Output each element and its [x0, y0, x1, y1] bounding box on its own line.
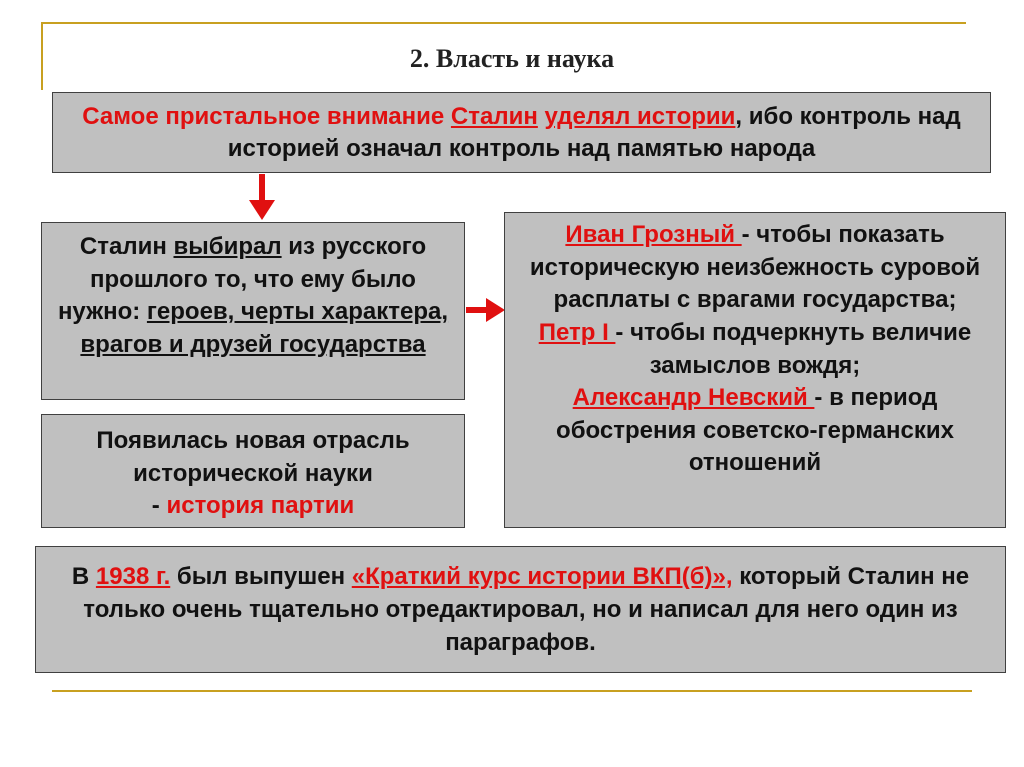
statement-space — [538, 103, 545, 130]
selection-part-3: из русского прошлого то, что ему было нужно: — [57, 233, 427, 326]
course-part-5: который Сталин не только очень тщательно отредактировал, но и написал для него один из параграфов. — [83, 563, 970, 656]
figure-alexander-text: - в период обострения советско-германских отношений — [556, 384, 954, 477]
top-gold-rule — [41, 22, 966, 24]
figure-petr: Петр I — [538, 318, 616, 346]
figure-alexander: Александр Невский — [572, 384, 815, 412]
figure-ivan-text: - чтобы показать историческую неизбежность суровой расплаты с врагами государства; — [529, 221, 981, 314]
course-part-3: был выпушен — [170, 563, 352, 590]
statement-box — [52, 92, 991, 173]
statement-rest: , ибо контроль над историей означал контроль над памятью народа — [227, 103, 961, 162]
statement-history: уделял истории — [544, 103, 736, 130]
arrow-right-icon — [466, 297, 506, 323]
course-year: 1938 г. — [95, 563, 171, 590]
bottom-gold-rule — [52, 690, 972, 692]
science-party-history: история партии — [166, 492, 355, 520]
course-box — [35, 546, 1006, 673]
selection-heroes: героев, черты характера, врагов и друзей государства — [80, 298, 449, 358]
new-science-box — [41, 414, 465, 528]
statement-part-1: Самое пристальное внимание — [82, 103, 451, 130]
arrow-down-icon — [248, 174, 276, 222]
page-title: 2. Власть и наука — [409, 44, 615, 73]
figure-petr-text: - чтобы подчеркнуть величие замыслов вождя; — [615, 318, 972, 379]
selection-part-1: Сталин — [79, 233, 174, 260]
selection-box — [41, 222, 465, 400]
science-dash: - — [151, 492, 167, 520]
course-part-1: В — [71, 563, 96, 590]
statement-stalin: Сталин — [450, 103, 538, 130]
course-book-title: «Краткий курс истории ВКП(б)», — [351, 563, 733, 590]
figure-ivan: Иван Грозный — [565, 221, 742, 248]
selection-chose: выбирал — [173, 233, 282, 260]
science-line: Появилась новая отрасль исторической науки — [96, 427, 410, 487]
figures-box — [504, 212, 1006, 528]
